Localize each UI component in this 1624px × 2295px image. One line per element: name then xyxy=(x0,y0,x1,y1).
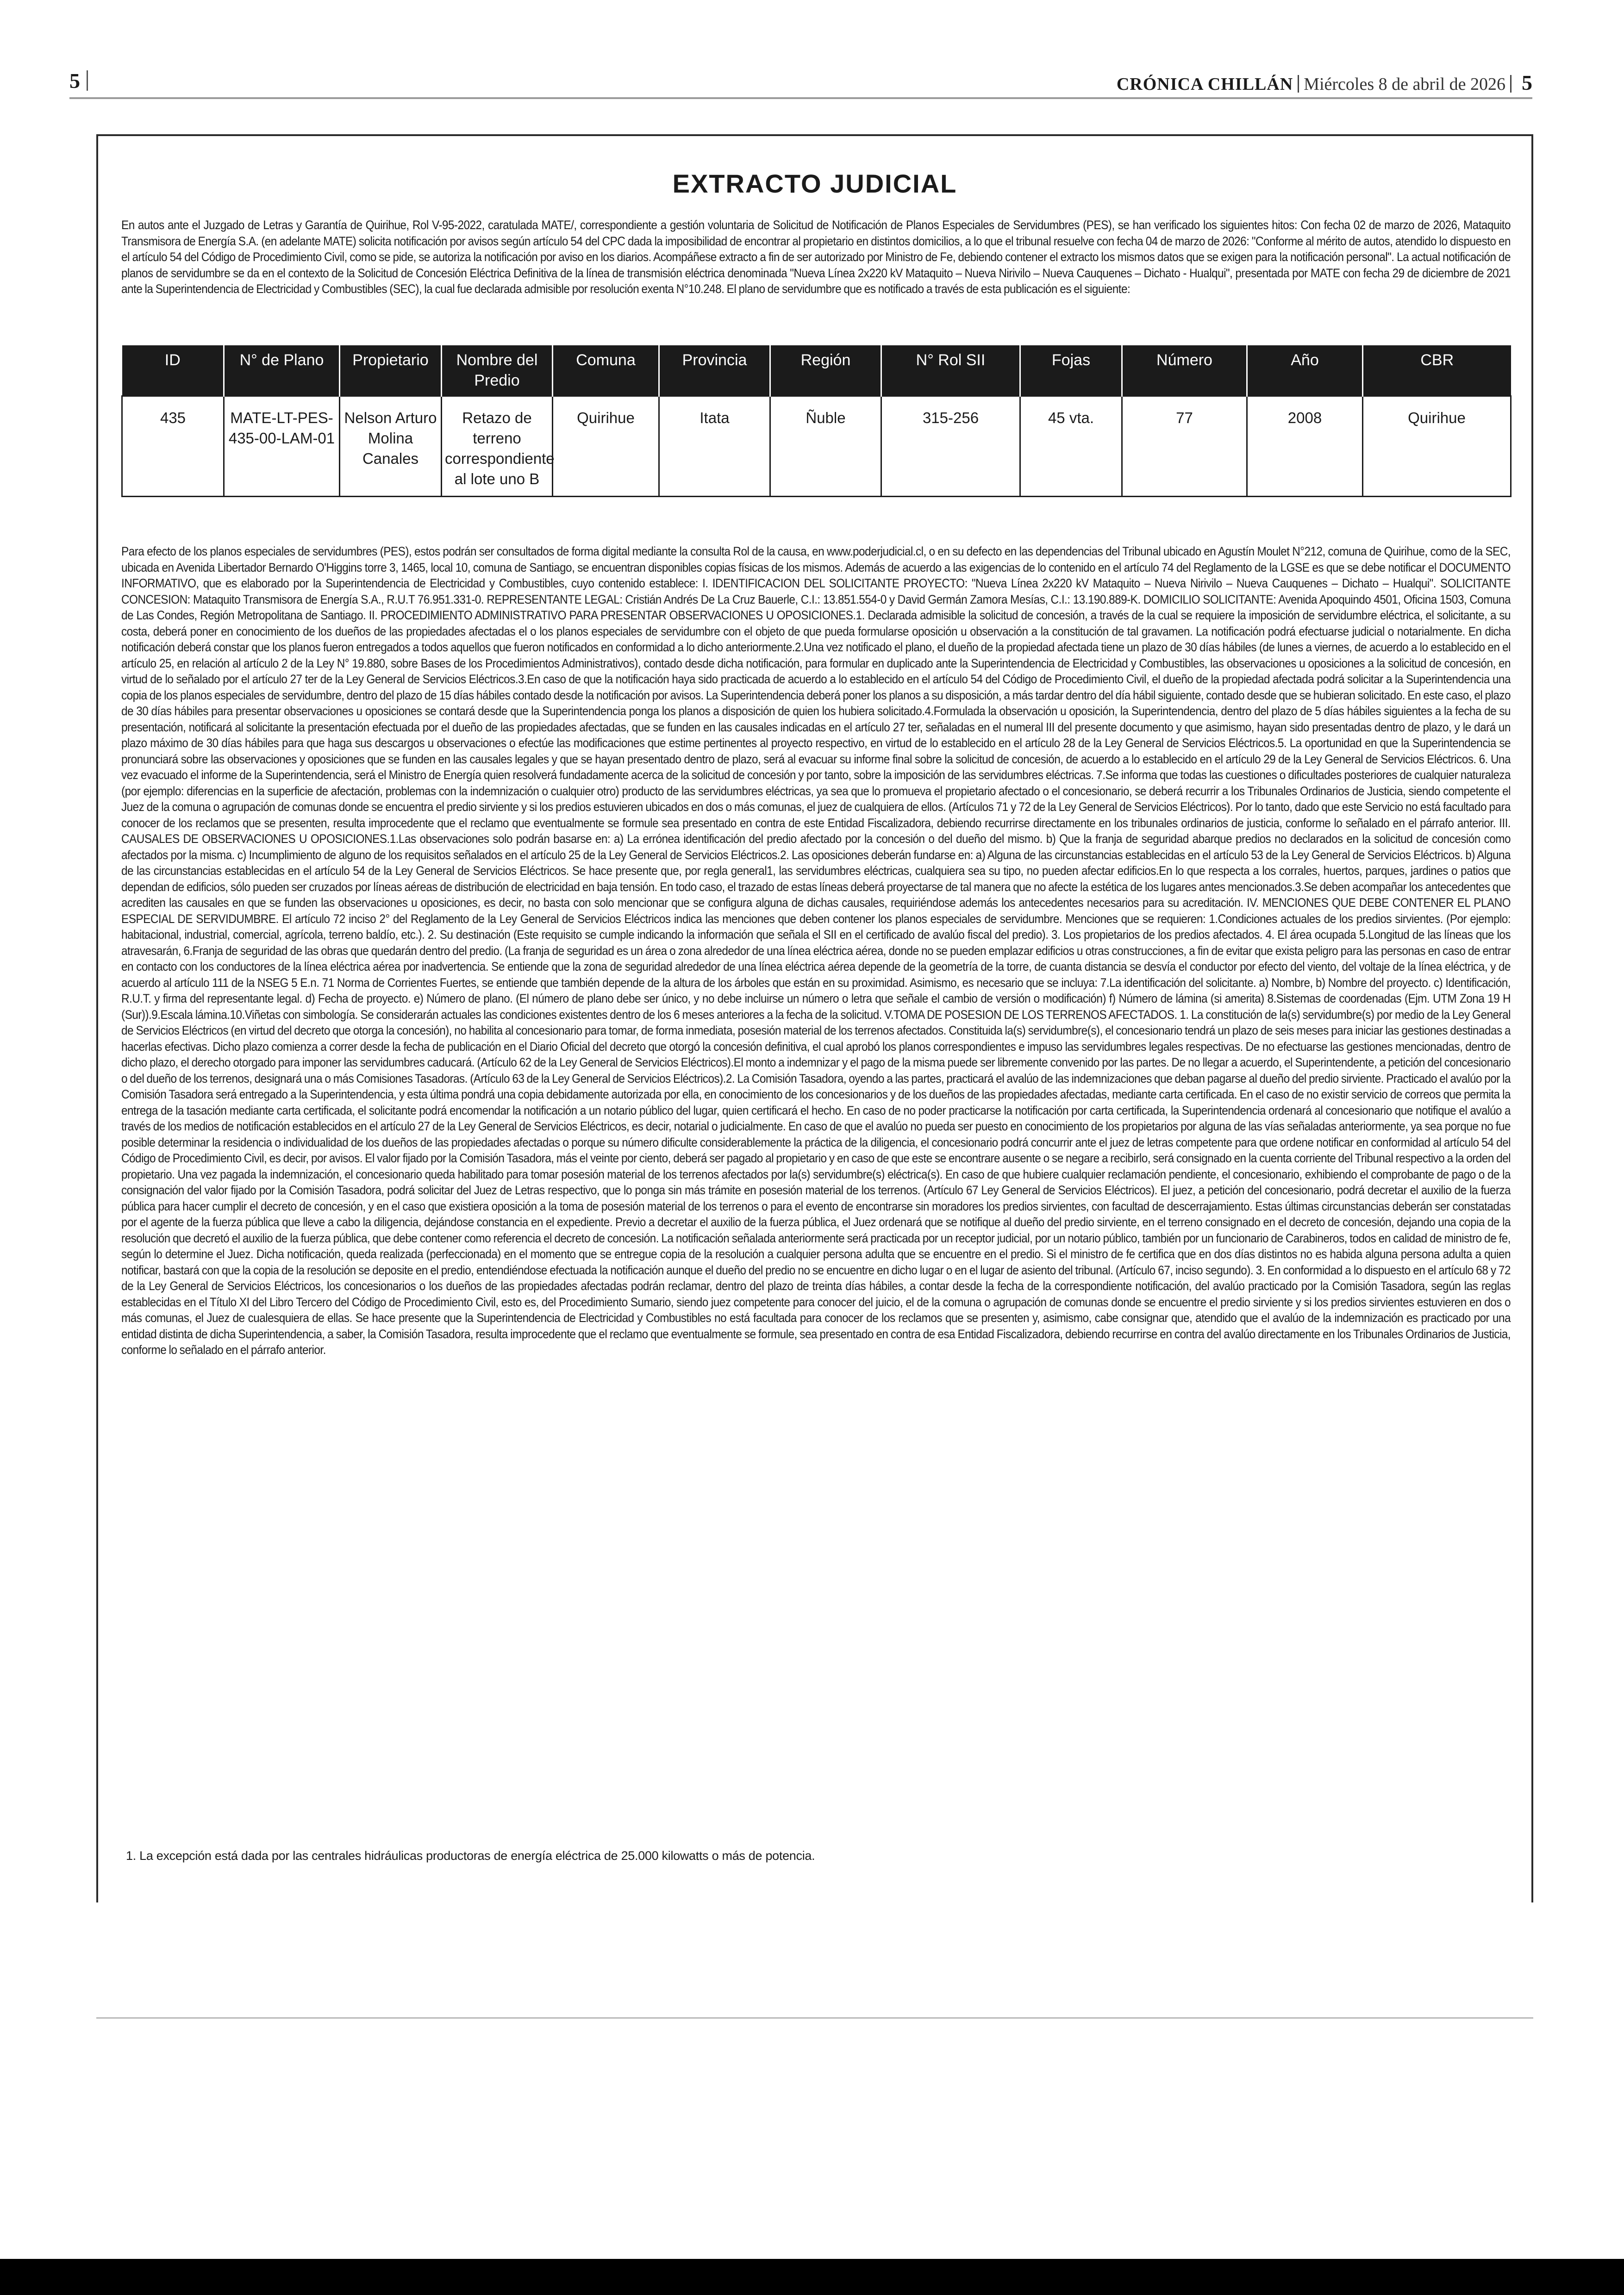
page-number-right: 5 xyxy=(1522,71,1532,94)
publication-date: Miércoles 8 de abril de 2026 xyxy=(1304,75,1505,94)
legal-notice-frame xyxy=(96,134,1533,1902)
col-header-rol-sii: N° Rol SII xyxy=(881,345,1020,396)
col-header-plano: N° de Plano xyxy=(224,345,340,396)
col-header-provincia: Provincia xyxy=(659,345,770,396)
notice-body: Para efecto de los planos especiales de servidumbres (PES), estos podrán ser consultados de forma digital mediante la consulta Rol de la causa, en www.poderjudicial.cl, o en su defecto en las dependencias del Tribunal ubicado en Agustín Moulet N°212, comuna de Quirihue, como de la SEC, ubicada en Avenida Libertador Bernardo O'Higgins torre 3, 1465, local 10, comuna de Santiago, se encuentran disponibles copias físicas de los mismos. Además de acuerdo a las exigencias de lo contenido en el artículo 74 del Reglamento de la LGSE es que se debe notificar el DOCUMENTO INFORMATIVO, que es elaborado por la Superintendencia de Electricidad y Combustibles, cuyo contenido establece: I. IDENTIFICACION DEL SOLICITANTE PROYECTO: "Nueva Línea 2x220 kV Mataquito – Nueva Nirivilo – Nueva Cauquenes – Dichato – Hualqui". SOLICITANTE CONCESION: Mataquito Transmisora de Energía S.A., R.U.T 76.951.331-0. REPRESENTANTE LEGAL: Cristián Andrés De La Cruz Bauerle, C.I.: 13.851.554-0 y David Germán Zamora Mesías, C.I.: 13.190.889-K. DOMICILIO SOLICITANTE: Avenida Apoquindo 4501, Oficina 1503, Comuna de Las Condes, Región Metropolitana de Santiago. II. PROCEDIMIENTO ADMINISTRATIVO PARA PRESENTAR OBSERVACIONES U OPOSICIONES.1. Declarada admisible la solicitud de concesión, a través de la cual se requiere la imposición de servidumbre eléctrica, el solicitante, a su costa, deberá poner en conocimiento de los dueños de las propiedades afectadas el o los planos especiales de servidumbre con el objeto de que pueda formularse oposición u observación a la constitución de tal gravamen. La notificación podrá efectuarse judicial o notarialmente. En dicha notificación deberá constar que los planos fueron entregados a todos aquellos que fueron notificados en conformidad a lo dicho anteriormente.2.Una vez notificado el plano, el dueño de la propiedad afectada tiene un plazo de 30 días hábiles (de lunes a viernes, de acuerdo a lo establecido en el artículo 25, en relación al artículo 2 de la Ley N° 19.880, sobre Bases de los Procedimientos Administrativos), contado desde dicha notificación, para formular en duplicado ante la Superintendencia de Electricidad y Combustibles, las observaciones u oposiciones a la solicitud de concesión, en virtud de lo señalado por el artículo 27 ter de la Ley General de Servicios Eléctricos.3.En caso de que la notificación haya sido practicada de acuerdo a lo establecido en el artículo 54 del Código de Procedimiento Civil, el dueño de la propiedad afectada podrá solicitar a la Superintendencia una copia de los planos especiales de servidumbre, dentro del plazo de 15 días hábiles contado desde la notificación por avisos. La Superintendencia deberá poner los planos a su disposición, a más tardar dentro del día hábil siguiente, contado desde que se hubieran solicitado. En este caso, el plazo de 30 días hábiles para presentar observaciones u oposiciones se contará desde que la Superintendencia ponga los planos a disposición de quien los hubiera solicitado.4.Formulada la observación u oposición, la Superintendencia, dentro del plazo de 5 días hábiles siguientes a la fecha de su presentación, notificará al solicitante la presentación efectuada por el dueño de las propiedades afectadas, que se funden en las causales indicadas en el artículo 27 ter, señaladas en el numeral III del presente documento y que asimismo, hayan sido presentadas dentro de plazo, y le dará un plazo máximo de 30 días hábiles para que haga sus descargos u observaciones o efectúe las modificaciones que estime pertinentes al proyecto respectivo, en virtud de lo establecido en el artículo 28 de la Ley General de Servicios Eléctricos.5. La oportunidad en que la Superintendencia se pronunciará sobre las observaciones y oposiciones que se funden en las causales legales y que se hayan presentado dentro de plazo, será al evacuar su informe final sobre la solicitud de concesión, de acuerdo a lo establecido en el artículo 29 de la Ley General de Servicios Eléctricos. 6. Una vez evacuado el informe de la Superintendencia, será el Ministro de Energía quien resolverá fundadamente acerca de la solicitud de concesión y por tanto, sobre la imposición de las servidumbres eléctricas. 7.Se informa que todas las cuestiones o dificultades posteriores de cualquier naturaleza (por ejemplo: diferencias en la superficie de afectación, problemas con la indemnización o cualquier otro) producto de las servidumbres eléctricas, ya sea que lo promueva el propietario afectado o el concesionario, se deberá recurrir a los Tribunales Ordinarios de Justicia, siendo competente el Juez de la comuna o agrupación de comunas donde se encuentra el predio sirviente y si los predios estuvieren ubicados en dos o más comunas, el juez de cualquiera de ellos. (Artículos 71 y 72 de la Ley General de Servicios Eléctricos). Por lo tanto, dado que este Servicio no está facultado para conocer de los reclamos que se presenten, resulta improcedente que el reclamo que eventualmente se formule sea presentado en contra de este Entidad Fiscalizadora, debiendo recurrirse directamente en los tribunales ordinarios de justicia, conforme lo señalado en el párrafo anterior. III. CAUSALES DE OBSERVACIONES U OPOSICIONES.1.Las observaciones solo podrán basarse en: a) La errónea identificación del predio afectado por la concesión o del dueño del mismo. b) Que la franja de seguridad abarque predios no declarados en la solicitud de concesión como afectados por la misma. c) Incumplimiento de alguno de los requisitos señalados en el artículo 25 de la Ley General de Servicios Eléctricos.2. Las oposiciones deberán fundarse en: a) Alguna de las circunstancias establecidas en el artículo 53 de la Ley General de Servicios Eléctricos. b) Alguna de las circunstancias establecidas en el artículo 54 de la Ley General de Servicios Eléctricos. Se hace presente que, por regla general1, las servidumbres eléctricas, cualquiera sea su tipo, no pueden afectar edificios.En lo que respecta a los corrales, huertos, parques, jardines o patios que dependan de edificios, sólo pueden ser cruzados por líneas aéreas de distribución de electricidad en baja tensión. En todo caso, el trazado de estas líneas deberá proyectarse de tal manera que no afecte la estética de los lugares antes mencionados.3.Se deben acompañar los antecedentes que acrediten las causales en que se funden las observaciones u oposiciones, es decir, no basta con solo mencionar que se configura alguna de dichas causales, requiriéndose además los antecedentes necesarios para su acreditación. IV. MENCIONES QUE DEBE CONTENER EL PLANO ESPECIAL DE SERVIDUMBRE. El artículo 72 inciso 2° del Reglamento de la Ley General de Servicios Eléctricos indica las menciones que deben contener los planos especiales de servidumbre. Menciones que se requieren: 1.Condiciones actuales de los predios sirvientes. (Por ejemplo: habitacional, industrial, comercial, agrícola, terreno baldío, etc.). 2. Su destinación (Este requisito se cumple indicando la información que señala el SII en el certificado de avalúo fiscal del predio). 3. Los propietarios de los predios afectados. 4. El área ocupada 5.Longitud de las líneas que los atravesarán, 6.Franja de seguridad de las obras que quedarán dentro del predio. (La franja de seguridad es un área o zona alrededor de una línea eléctrica aérea, donde no se pueden emplazar edificios u otras construcciones, a fin de evitar que exista peligro para las personas en caso de entrar en contacto con los conductores de la línea eléctrica aérea por inadvertencia. Se entiende que la zona de seguridad alrededor de una línea eléctrica aérea depende de la geometría de la torre, de cuanta distancia se desvía el conductor por efecto del viento, del voltaje de la línea eléctrica, y de acuerdo al artículo 111 de la NSEG 5 E.n. 71 Norma de Corrientes Fuertes, se entiende que también depende de la altura de los árboles que están en su proximidad. Asimismo, es necesario que se incluya: 7.La identificación del solicitante. a) Nombre, b) Nombre del proyecto. c) Identificación, R.U.T. y firma del representante legal. d) Fecha de proyecto. e) Número de plano. (El número de plano debe ser único, y no debe incluirse un número o letra que señale el cambio de versión o modificación) f) Número de lámina (si amerita) 8.Sistemas de coordenadas (Ejm. UTM Zona 19 H (Sur)).9.Escala lámina.10.Viñetas con simbología. Se considerarán actuales las condiciones existentes dentro de los 6 meses anteriores a la fecha de la solicitud. V.TOMA DE POSESION DE LOS TERRENOS AFECTADOS. 1. La constitución de la(s) servidumbre(s) por medio de la Ley General de Servicios Eléctricos (en virtud del decreto que otorga la concesión), no habilita al concesionario para tomar, de forma inmediata, posesión material de los terrenos afectados. Constituida la(s) servidumbre(s), el concesionario tendrá un plazo de seis meses para iniciar las gestiones destinadas a hacerlas efectivas. Dicho plazo comienza a correr desde la fecha de publicación en el Diario Oficial del decreto que otorgó la concesión definitiva, el cual aprobó los planos correspondientes e impuso las servidumbres legales respectivas. De no efectuarse las gestiones mencionadas, dentro de dicho plazo, el derecho otorgado para imponer las servidumbres caducará. (Artículo 62 de la Ley General de Servicios Eléctricos).El monto a indemnizar y el pago de la misma puede ser libremente convenido por las partes. De no llegar a acuerdo, el Superintendente, a petición del concesionario o del dueño de los terrenos, designará una o más Comisiones Tasadoras. (Artículo 63 de la Ley General de Servicios Eléctricos).2. La Comisión Tasadora, oyendo a las partes, practicará el avalúo de las indemnizaciones que deban pagarse al dueño del predio sirviente. Practicado el avalúo por la Comisión Tasadora será entregado a la Superintendencia, y esta última pondrá una copia debidamente autorizada por ella, en conocimiento de los concesionarios y de los dueños de las propiedades afectadas, mediante carta certificada. En el caso de no existir servicio de correos que permita la entrega de la tasación mediante carta certificada, el solicitante podrá encomendar la notificación a un notario público del lugar, quien certificará el hecho. En caso de no poder practicarse la notificación por carta certificada, la Superintendencia ordenará al concesionario que notifique el avalúo a través de los medios de notificación establecidos en el artículo 27 de la Ley General de Servicios Eléctricos, es decir, notarial o judicialmente. En caso de que el avalúo no pueda ser puesto en conocimiento de los propietarios por alguna de las vías señaladas anteriormente, ya sea porque no fue posible determinar la residencia o individualidad de los dueños de las propiedades afectadas o porque su número dificulte considerablemente la práctica de la diligencia, el concesionario podrá concurrir ante el juez de letras competente para que ordene notificar en conformidad al artículo 54 del Código de Procedimiento Civil, es decir, por avisos. El valor fijado por la Comisión Tasadora, más el veinte por ciento, deberá ser pagado al propietario y en caso de que este se encontrare ausente o se negare a recibirlo, será consignado en la cuenta corriente del Tribunal respectivo a la orden del propietario. Una vez pagada la indemnización, el concesionario queda habilitado para tomar posesión material de los terrenos afectados por la(s) servidumbre(s) eléctrica(s). En caso de que hubiere cualquier reclamación pendiente, el concesionario, exhibiendo el comprobante de pago o de la consignación del valor fijado por la Comisión Tasadora, podrá solicitar del Juez de Letras respectivo, que lo ponga sin más trámite en posesión material de los terrenos. (Artículo 67 Ley General de Servicios Eléctricos). El juez, a petición del concesionario, podrá decretar el auxilio de la fuerza pública para hacer cumplir el decreto de concesión, y en el caso que existiera oposición a la toma de posesión material de los terrenos o para el evento de encontrarse sin moradores los predios sirvientes, con facultad de descerrajamiento. Estas últimas circunstancias deberán ser constatadas por el agente de la fuerza pública que lleve a cabo la diligencia, dejándose constancia en el expediente. Previo a decretar el auxilio de la fuerza pública, el Juez ordenará que se notifique al dueño del predio sirviente, en el terreno consignado en el decreto de concesión, dejando una copia de la resolución que decretó el auxilio de la fuerza pública, que debe contener como referencia el decreto de concesión. La notificación señalada anteriormente será practicada por un receptor judicial, por un notario público, también por un funcionario de Carabineros, todos en calidad de ministro de fe, según lo determine el Juez. Dicha notificación, queda realizada (perfeccionada) en el momento que se entregue copia de la resolución a cualquier persona adulta que se encuentre en el predio. Si el ministro de fe certifica que en dos días distintos no es habida alguna persona adulta a quien notificar, bastará con que la copia de la resolución se deposite en el predio, entendiéndose efectuada la notificación aunque el dueño del predio no se encuentre en dicho lugar o en el lugar de asiento del tribunal. (Artículo 67, inciso segundo). 3. En conformidad a lo dispuesto en el artículo 68 y 72 de la Ley General de Servicios Eléctricos, los concesionarios o los dueños de las propiedades afectadas podrán reclamar, dentro del plazo de treinta días hábiles, a contar desde la fecha de la correspondiente notificación, del avalúo practicado por la Comisión Tasadora, según las reglas establecidas en el Título XI del Libro Tercero del Código de Procedimiento Civil, esto es, del Procedimiento Sumario, siendo juez competente para conocer del juicio, el de la comuna o agrupación de comunas donde se encuentre el predio sirviente y si los predios sirvientes estuvieren en dos o más comunas, el Juez de cualesquiera de ellas. Se hace presente que la Superintendencia de Electricidad y Combustibles no está facultada para conocer de los reclamos que se presenten y, asimismo, cabe consignar que, atendido que el avalúo de la indemnización es practicado por una entidad distinta de dicha Superintendencia, a saber, la Comisión Tasadora, resulta improcedente que el reclamo que eventualmente se formule, sea presentado en contra de esa Entidad Fiscalizadora, debiendo recurrirse en contra del avalúo directamente en los Tribunales Ordinarios de Justicia, conforme lo señalado en el párrafo anterior. xyxy=(121,544,1511,1357)
notice-title: EXTRACTO JUDICIAL xyxy=(672,169,957,198)
cell-cbr: Quirihue xyxy=(1363,396,1511,497)
cell-comuna: Quirihue xyxy=(553,396,659,497)
cell-id: 435 xyxy=(122,396,224,497)
col-header-region: Región xyxy=(770,345,881,396)
cell-propietario: Nelson Arturo Molina Canales xyxy=(340,396,442,497)
col-header-fojas: Fojas xyxy=(1020,345,1122,396)
page-number-left: 5 xyxy=(69,69,88,93)
bottom-divider xyxy=(96,2017,1533,2019)
header-separator xyxy=(1298,75,1299,93)
header-separator xyxy=(1510,75,1512,93)
header-masthead xyxy=(1117,70,1532,95)
plan-table xyxy=(121,345,1512,497)
col-header-propietario: Propietario xyxy=(340,345,442,396)
col-header-predio: Nombre del Predio xyxy=(442,345,553,396)
servitude-plan-table xyxy=(121,345,1510,497)
cell-region: Ñuble xyxy=(770,396,881,497)
page-header xyxy=(69,65,1532,99)
footnote: 1. La excepción está dada por las centrales hidráulicas productoras de energía eléctrica de 25.000 kilowatts o más de potencia. xyxy=(126,1849,815,1863)
cell-numero: 77 xyxy=(1122,396,1247,497)
cell-rol-sii: 315-256 xyxy=(881,396,1020,497)
cell-fojas: 45 vta. xyxy=(1020,396,1122,497)
table-row xyxy=(122,396,1511,497)
cell-provincia: Itata xyxy=(659,396,770,497)
col-header-cbr: CBR xyxy=(1363,345,1511,396)
notice-intro: En autos ante el Juzgado de Letras y Garantía de Quirihue, Rol V-95-2022, caratulada MATE/, correspondiente a gestión voluntaria de Solicitud de Notificación de Planos Especiales de Servidumbres (PES), se han verificado los siguientes hitos: Con fecha 02 de marzo de 2026, Mataquito Transmisora de Energía S.A. (en adelante MATE) solicita notificación por avisos según artículo 54 del CPC dada la imposibilidad de encontrar al propietario en distintos domicilios, a lo que el tribunal resuelve con fecha 04 de marzo de 2026: "Conforme al mérito de autos, atendido lo dispuesto en el artículo 54 del Código de Procedimiento Civil, como se pide, se autoriza la notificación por aviso en los diarios. Acompáñese extracto a fin de ser autorizado por Ministro de Fe, debiendo contener el extracto los mismos datos que se exigen para la notificación personal". La actual notificación de planos de servidumbre se da en el contexto de la Solicitud de Concesión Eléctrica Definitiva de la línea de transmisión eléctrica denominada "Nueva Línea 2x220 kV Mataquito – Nueva Nirivilo – Nueva Cauquenes – Dichato - Hualqui", presentada por MATE con fecha 29 de diciembre de 2021 ante la Superintendencia de Electricidad y Combustibles (SEC), la cual fue declarada admisible por resolución exenta N°10.248. El plano de servidumbre que es notificado a través de esta publicación es el siguiente: xyxy=(121,218,1511,296)
table-header-row xyxy=(122,345,1511,396)
col-header-id: ID xyxy=(122,345,224,396)
cell-predio: Retazo de terreno correspondiente al lote uno B xyxy=(442,396,553,497)
bottom-black-band xyxy=(0,2259,1624,2295)
publication-name: CRÓNICA CHILLÁN xyxy=(1116,75,1293,94)
cell-plano: MATE-LT-PES-435-00-LAM-01 xyxy=(224,396,340,497)
cell-ano: 2008 xyxy=(1247,396,1363,497)
col-header-ano: Año xyxy=(1247,345,1363,396)
col-header-numero: Número xyxy=(1122,345,1247,396)
col-header-comuna: Comuna xyxy=(553,345,659,396)
